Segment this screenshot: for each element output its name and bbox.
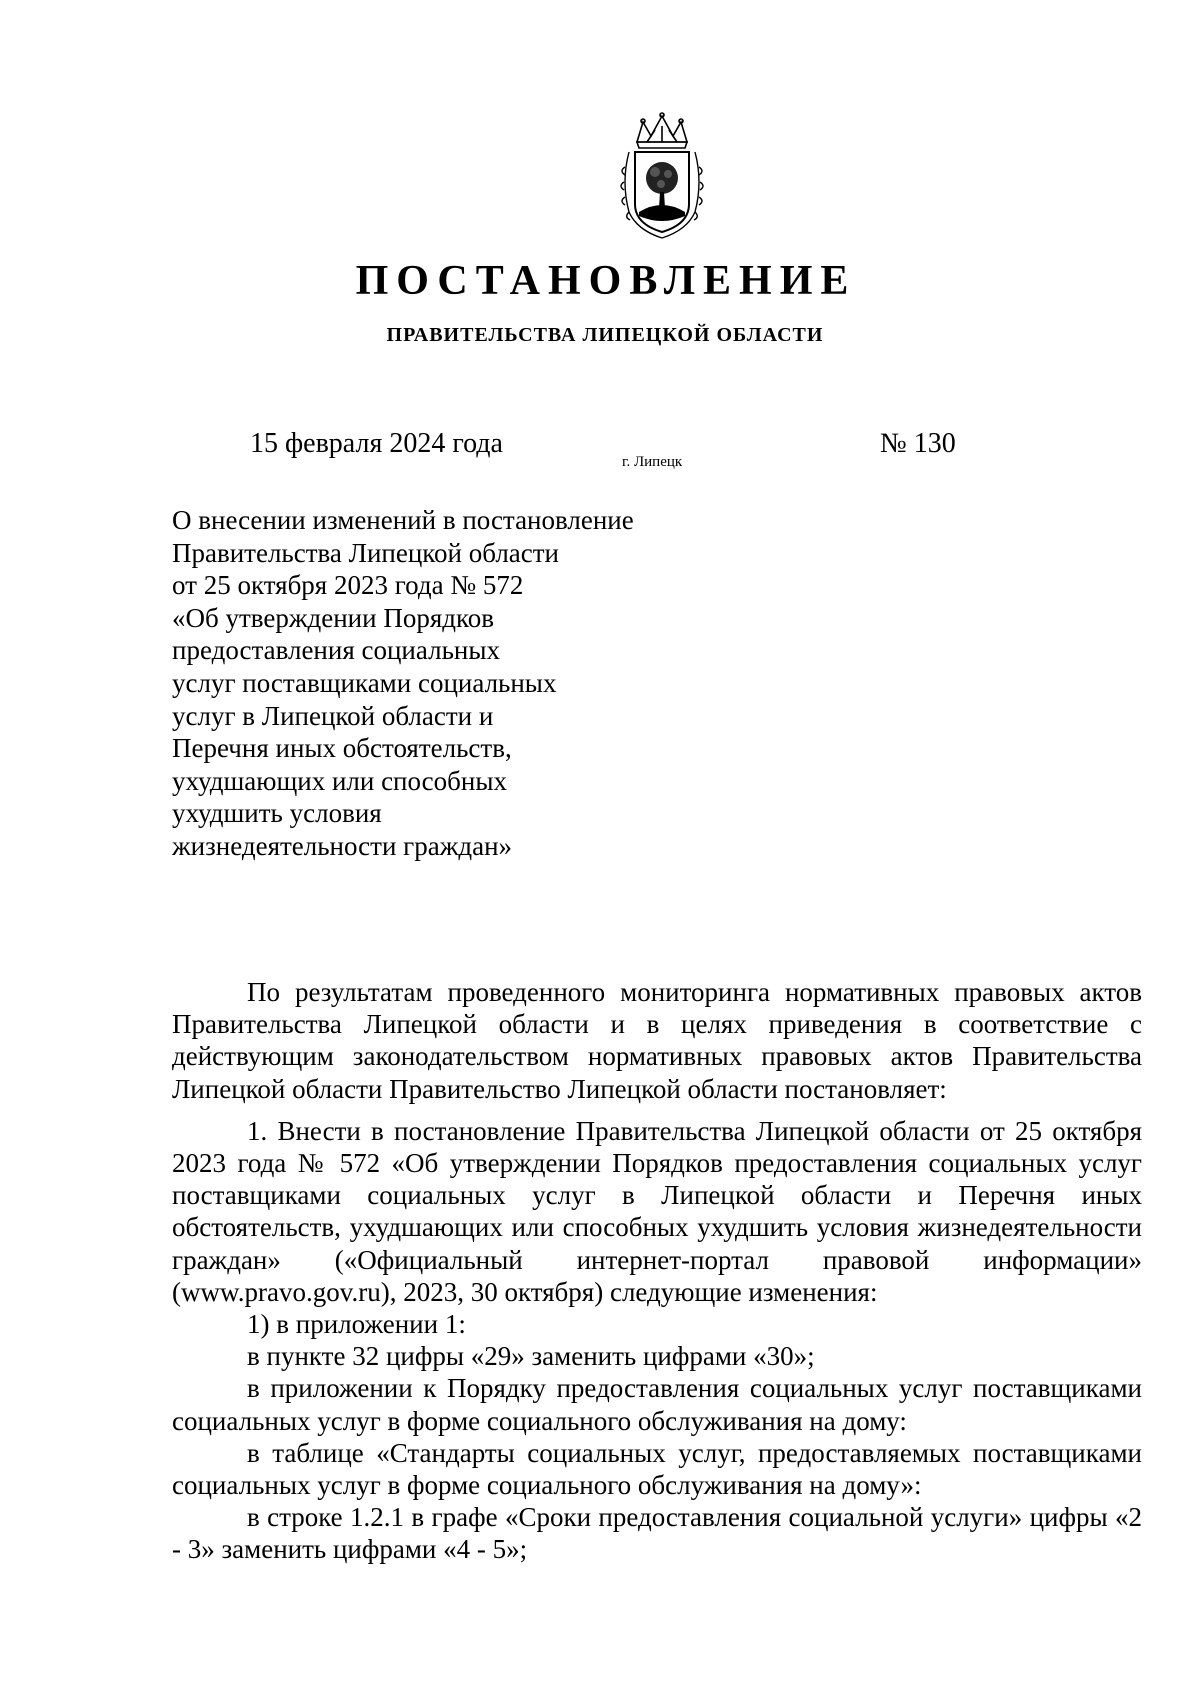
heading-line: «Об утверждении Порядков (172, 602, 494, 633)
document-heading (172, 504, 732, 863)
body-paragraph: в пункте 32 цифры «29» заменить цифрами «30»; (247, 1341, 815, 1372)
body-paragraph: в строке 1.2.1 в графе «Сроки предоставления социальной услуги» цифры «2 - 3» заменить цифрами «4 - 5»; (172, 1502, 1142, 1565)
document-title: ПОСТАНОВЛЕНИЕ (355, 258, 857, 304)
document-date: 15 февраля 2024 года (250, 428, 503, 459)
document-number: № 130 (880, 428, 956, 459)
heading-line: Правительства Липецкой области (172, 537, 560, 568)
body-paragraph: в таблице «Стандарты социальных услуг, предоставляемых поставщиками социальных услуг в форме социального обслуживания на дому»: (172, 1437, 1142, 1501)
document-city: г. Липецк (622, 454, 683, 470)
heading-line: от 25 октября 2023 года № 572 (172, 570, 524, 601)
document-subtitle: ПРАВИТЕЛЬСТВА ЛИПЕЦКОЙ ОБЛАСТИ (386, 324, 824, 346)
heading-line: ухудшающих или способных (172, 765, 507, 796)
heading-line: ухудшить условия (172, 798, 382, 829)
body-paragraph: 1. Внести в постановление Правительства Липецкой области от 25 октября 2023 года № 572 «Об утверждении Порядков предоставления социальных услуг поставщиками социальных услуг в Липецкой области и Перечня иных обстоятельств, ухудшающих или способных ухудшить условия жизнедеятельности граждан» («Официальный интернет-портал правовой информации» (www.pravo.gov.ru), 2023, 30 октября) следующие изменения: (172, 1115, 1142, 1307)
heading-line: О внесении изменений в постановление (172, 505, 634, 535)
coat-of-arms-icon (615, 112, 710, 242)
body-paragraph: По результатам проведенного мониторинга нормативных правовых актов Правительства Липецкой области и в целях приведения в соответствие с действующим законодательством нормативных правовых актов Правительства Липецкой области Правительство Липецкой области постановляет: (172, 977, 1142, 1104)
heading-line: предоставления социальных (172, 635, 500, 666)
body-paragraph: в приложении к Порядку предоставления социальных услуг поставщиками социальных услуг в форме социального обслуживания на дому: (172, 1373, 1142, 1436)
heading-line: услуг в Липецкой области и (172, 700, 494, 731)
heading-line: жизнедеятельности граждан» (172, 830, 513, 861)
document-body (172, 976, 1142, 1566)
heading-line: услуг поставщиками социальных (172, 667, 557, 698)
heading-line: Перечня иных обстоятельств, (172, 733, 512, 764)
body-paragraph: 1) в приложении 1: (247, 1309, 466, 1340)
